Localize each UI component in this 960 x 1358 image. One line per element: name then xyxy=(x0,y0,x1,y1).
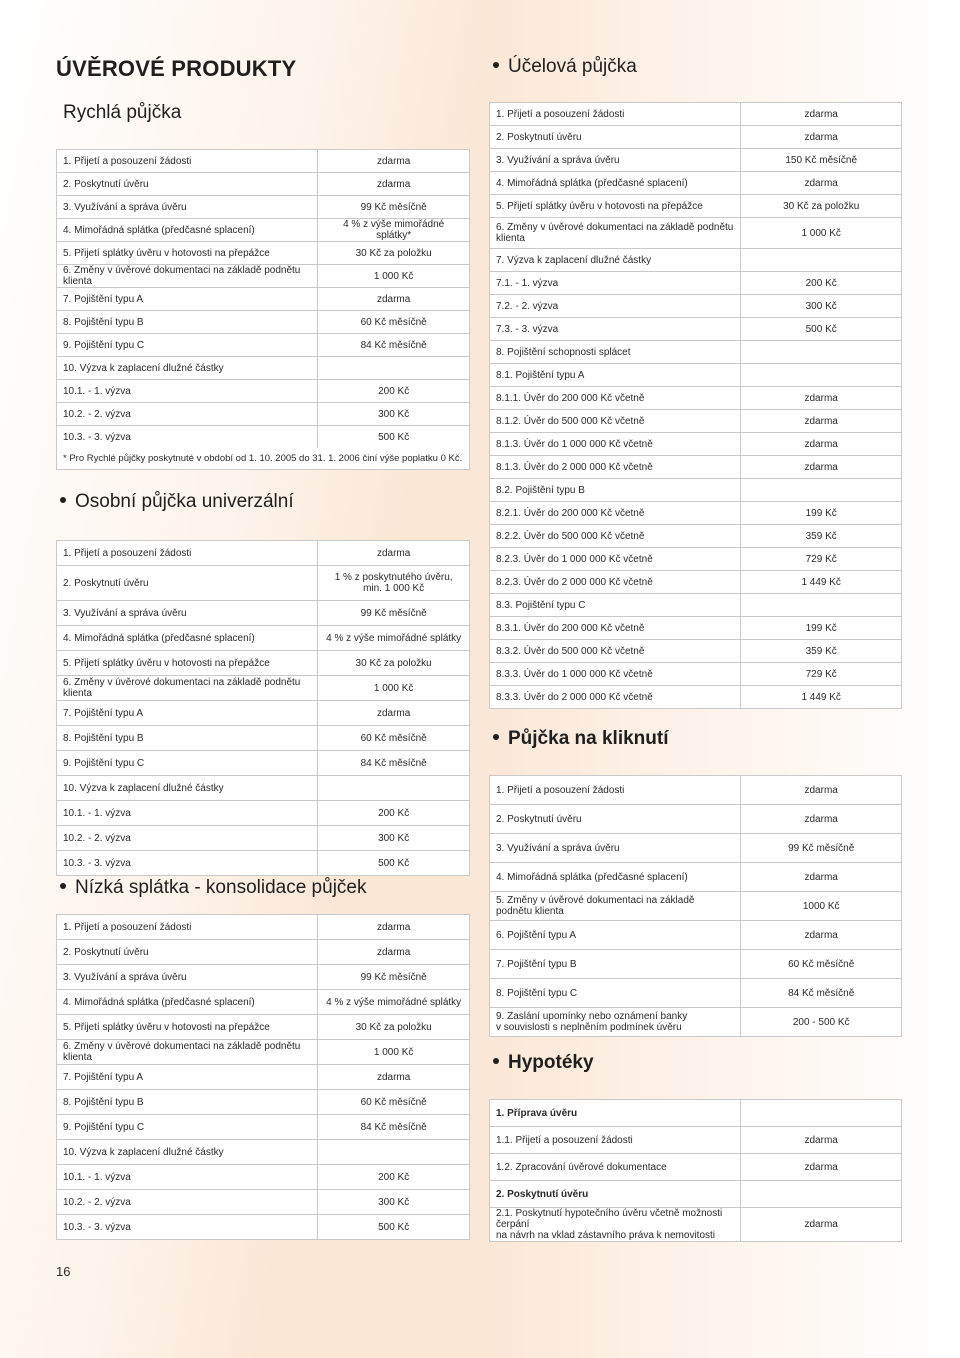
table-row xyxy=(490,776,902,805)
item-fee: zdarma xyxy=(741,805,902,834)
item-fee: zdarma xyxy=(318,288,470,311)
item-label: 6. Změny v úvěrové dokumentaci na základě podnětu klienta xyxy=(57,265,318,288)
table-row xyxy=(57,311,470,334)
item-label: 4. Mimořádná splátka (předčasné splacení) xyxy=(57,219,318,242)
item-fee: 60 Kč měsíčně xyxy=(318,311,470,334)
table-row xyxy=(57,265,470,288)
table-row xyxy=(57,334,470,357)
item-label: 5. Přijetí splátky úvěru v hotovosti na přepážce xyxy=(57,651,318,676)
table-row xyxy=(57,173,470,196)
item-label: 8. Pojištění typu B xyxy=(57,726,318,751)
item-fee: zdarma xyxy=(741,1208,902,1242)
table-row xyxy=(490,548,902,571)
fee-table-osobni xyxy=(56,540,470,876)
table-row xyxy=(57,1115,470,1140)
table-row xyxy=(57,357,470,380)
item-label: 8.2.1. Úvěr do 200 000 Kč včetně xyxy=(490,502,741,525)
item-label: 10.2. - 2. výzva xyxy=(57,403,318,426)
item-fee: zdarma xyxy=(318,541,470,566)
table-row xyxy=(57,751,470,776)
table-row xyxy=(490,640,902,663)
item-fee: 30 Kč za položku xyxy=(318,651,470,676)
footnote-rychla: * Pro Rychlé půjčky poskytnuté v období od 1. 10. 2005 do 31. 1. 2006 činí výše poplatku 0 Kč. xyxy=(56,448,470,470)
item-label: 10.1. - 1. výzva xyxy=(57,801,318,826)
table-row xyxy=(57,1140,470,1165)
item-fee: 30 Kč za položku xyxy=(741,195,902,218)
item-label: 5. Změny v úvěrové dokumentaci na základě podnětu klienta xyxy=(490,892,741,921)
item-fee xyxy=(741,1100,902,1127)
table-row xyxy=(490,617,902,640)
item-label: 8.3.3. Úvěr do 1 000 000 Kč včetně xyxy=(490,663,741,686)
item-label: 8.2.2. Úvěr do 500 000 Kč včetně xyxy=(490,525,741,548)
item-fee xyxy=(741,479,902,502)
item-label: 2. Poskytnutí úvěru xyxy=(490,1181,741,1208)
item-fee: zdarma xyxy=(741,103,902,126)
table-row xyxy=(490,525,902,548)
item-fee: zdarma xyxy=(741,921,902,950)
item-label: 7. Pojištění typu A xyxy=(57,288,318,311)
item-fee: zdarma xyxy=(741,1127,902,1154)
item-fee: 199 Kč xyxy=(741,502,902,525)
table-row xyxy=(490,103,902,126)
item-label: 7.3. - 3. výzva xyxy=(490,318,741,341)
table-row xyxy=(490,341,902,364)
item-label: 1.1. Přijetí a posouzení žádosti xyxy=(490,1127,741,1154)
section-title-kliknuti xyxy=(493,728,669,750)
item-fee: zdarma xyxy=(318,940,470,965)
item-fee xyxy=(741,594,902,617)
fee-table-hypoteky xyxy=(489,1099,902,1242)
item-label: 5. Přijetí splátky úvěru v hotovosti na přepážce xyxy=(57,1015,318,1040)
table-row xyxy=(490,1100,902,1127)
item-label: 10.2. - 2. výzva xyxy=(57,1190,318,1215)
table-row xyxy=(57,1065,470,1090)
item-label: 4. Mimořádná splátka (předčasné splacení) xyxy=(57,990,318,1015)
item-label: 8.1. Pojištění typu A xyxy=(490,364,741,387)
item-label: 2. Poskytnutí úvěru xyxy=(490,805,741,834)
table-row xyxy=(57,1040,470,1065)
table-row xyxy=(490,663,902,686)
item-label: 7. Pojištění typu A xyxy=(57,1065,318,1090)
item-label: 9. Pojištění typu C xyxy=(57,334,318,357)
table-row xyxy=(490,921,902,950)
item-label: 1. Příprava úvěru xyxy=(490,1100,741,1127)
table-row xyxy=(490,1008,902,1037)
item-fee: 729 Kč xyxy=(741,548,902,571)
item-label: 8.3.3. Úvěr do 2 000 000 Kč včetně xyxy=(490,686,741,709)
item-fee: zdarma xyxy=(741,410,902,433)
table-row xyxy=(490,686,902,709)
table-row xyxy=(490,892,902,921)
item-fee: 200 Kč xyxy=(741,272,902,295)
table-row xyxy=(57,676,470,701)
table-row xyxy=(490,1181,902,1208)
item-label: 1.2. Zpracování úvěrové dokumentace xyxy=(490,1154,741,1181)
section-title-nizka xyxy=(60,877,366,899)
bullet-icon xyxy=(60,497,66,503)
table-row xyxy=(57,965,470,990)
item-label: 10.3. - 3. výzva xyxy=(57,851,318,876)
item-fee: 4 % z výše mimořádné splátky xyxy=(318,990,470,1015)
item-label: 8. Pojištění typu B xyxy=(57,1090,318,1115)
item-label: 3. Využívání a správa úvěru xyxy=(490,149,741,172)
table-row xyxy=(490,410,902,433)
item-fee: 99 Kč měsíčně xyxy=(318,196,470,219)
table-row xyxy=(490,249,902,272)
item-label: 10.2. - 2. výzva xyxy=(57,826,318,851)
table-row xyxy=(57,651,470,676)
item-label: 9. Pojištění typu C xyxy=(57,751,318,776)
item-label: 4. Mimořádná splátka (předčasné splacení) xyxy=(490,172,741,195)
item-label: 7.2. - 2. výzva xyxy=(490,295,741,318)
item-label: 3. Využívání a správa úvěru xyxy=(57,965,318,990)
item-label: 1. Přijetí a posouzení žádosti xyxy=(57,541,318,566)
item-fee: 1 449 Kč xyxy=(741,571,902,594)
item-label: 2. Poskytnutí úvěru xyxy=(57,940,318,965)
item-fee: 99 Kč měsíčně xyxy=(741,834,902,863)
table-row xyxy=(490,272,902,295)
page-number: 16 xyxy=(56,1264,71,1279)
table-row xyxy=(490,1154,902,1181)
item-label: 2. Poskytnutí úvěru xyxy=(57,173,318,196)
item-fee: 1 % z poskytnutého úvěru, min. 1 000 Kč xyxy=(318,566,470,601)
item-label: 8.1.3. Úvěr do 1 000 000 Kč včetně xyxy=(490,433,741,456)
item-fee: 300 Kč xyxy=(741,295,902,318)
item-fee: 99 Kč měsíčně xyxy=(318,965,470,990)
table-row xyxy=(490,1127,902,1154)
item-label: 8.1.1. Úvěr do 200 000 Kč včetně xyxy=(490,387,741,410)
fee-table-rychla xyxy=(56,149,470,449)
item-fee: 1 000 Kč xyxy=(318,265,470,288)
table-row xyxy=(57,915,470,940)
table-row xyxy=(57,626,470,651)
item-label: 7. Pojištění typu B xyxy=(490,950,741,979)
item-label: 8. Pojištění typu C xyxy=(490,979,741,1008)
table-row xyxy=(57,776,470,801)
item-fee xyxy=(741,1181,902,1208)
item-fee: zdarma xyxy=(318,1065,470,1090)
item-label: 4. Mimořádná splátka (předčasné splacení) xyxy=(490,863,741,892)
table-row xyxy=(490,950,902,979)
item-label: 8.1.2. Úvěr do 500 000 Kč včetně xyxy=(490,410,741,433)
item-fee: 84 Kč měsíčně xyxy=(318,751,470,776)
bullet-icon xyxy=(493,1058,499,1064)
section-title-ucelova xyxy=(493,56,637,78)
item-fee: 30 Kč za položku xyxy=(318,242,470,265)
item-label: 8. Pojištění typu B xyxy=(57,311,318,334)
item-fee: zdarma xyxy=(318,915,470,940)
item-fee: 359 Kč xyxy=(741,640,902,663)
item-fee: 99 Kč měsíčně xyxy=(318,601,470,626)
item-label: 6. Změny v úvěrové dokumentaci na základě podnětu klienta xyxy=(57,676,318,701)
table-row xyxy=(57,403,470,426)
item-fee xyxy=(318,1140,470,1165)
item-fee: zdarma xyxy=(318,173,470,196)
item-fee: zdarma xyxy=(741,126,902,149)
item-label: 7. Pojištění typu A xyxy=(57,701,318,726)
item-label: 2. Poskytnutí úvěru xyxy=(490,126,741,149)
table-row xyxy=(490,364,902,387)
item-fee: 500 Kč xyxy=(318,426,470,449)
section-title-text: Hypotéky xyxy=(508,1052,594,1073)
table-row xyxy=(57,288,470,311)
fee-table-nizka xyxy=(56,914,470,1240)
item-label: 7. Výzva k zaplacení dlužné částky xyxy=(490,249,741,272)
table-row xyxy=(490,834,902,863)
item-fee: 200 - 500 Kč xyxy=(741,1008,902,1037)
bullet-icon xyxy=(60,883,66,889)
item-fee xyxy=(318,776,470,801)
item-fee: 500 Kč xyxy=(318,1215,470,1240)
item-fee: zdarma xyxy=(741,387,902,410)
item-fee xyxy=(741,341,902,364)
table-row xyxy=(490,594,902,617)
item-label: 8.3.1. Úvěr do 200 000 Kč včetně xyxy=(490,617,741,640)
table-row xyxy=(490,863,902,892)
table-row xyxy=(57,801,470,826)
item-label: 10. Výzva k zaplacení dlužné částky xyxy=(57,776,318,801)
table-row xyxy=(490,1208,902,1242)
table-row xyxy=(57,1215,470,1240)
table-row xyxy=(57,940,470,965)
item-fee: zdarma xyxy=(741,863,902,892)
page-title: ÚVĚROVÉ PRODUKTY xyxy=(56,56,297,81)
item-fee xyxy=(318,357,470,380)
item-label: 10. Výzva k zaplacení dlužné částky xyxy=(57,357,318,380)
item-label: 8.3.2. Úvěr do 500 000 Kč včetně xyxy=(490,640,741,663)
item-label: 8. Pojištění schopnosti splácet xyxy=(490,341,741,364)
table-row xyxy=(57,242,470,265)
table-row xyxy=(57,1165,470,1190)
table-row xyxy=(490,979,902,1008)
table-row xyxy=(490,195,902,218)
table-row xyxy=(57,601,470,626)
item-fee: zdarma xyxy=(741,456,902,479)
table-row xyxy=(57,1090,470,1115)
table-row xyxy=(57,1190,470,1215)
item-label: 7.1. - 1. výzva xyxy=(490,272,741,295)
table-row xyxy=(57,541,470,566)
item-fee: 4 % z výše mimořádné splátky* xyxy=(318,219,470,242)
table-row xyxy=(490,126,902,149)
item-label: 10.3. - 3. výzva xyxy=(57,426,318,449)
item-label: 1. Přijetí a posouzení žádosti xyxy=(490,776,741,805)
item-fee: 200 Kč xyxy=(318,380,470,403)
item-fee: 1 449 Kč xyxy=(741,686,902,709)
item-fee: 84 Kč měsíčně xyxy=(741,979,902,1008)
table-row xyxy=(57,150,470,173)
table-row xyxy=(490,218,902,249)
bullet-icon xyxy=(493,62,499,68)
fee-table-ucelova xyxy=(489,102,902,709)
table-row xyxy=(490,295,902,318)
item-label: 9. Pojištění typu C xyxy=(57,1115,318,1140)
item-label: 8.1.3. Úvěr do 2 000 000 Kč včetně xyxy=(490,456,741,479)
item-label: 8.2.3. Úvěr do 2 000 000 Kč včetně xyxy=(490,571,741,594)
section-title-text: Účelová půjčka xyxy=(508,56,637,77)
item-fee xyxy=(741,364,902,387)
item-fee: zdarma xyxy=(318,701,470,726)
item-fee: 300 Kč xyxy=(318,403,470,426)
table-row xyxy=(57,1015,470,1040)
item-fee: 4 % z výše mimořádné splátky xyxy=(318,626,470,651)
item-label: 6. Změny v úvěrové dokumentaci na základě podnětu klienta xyxy=(490,218,741,249)
table-row xyxy=(57,701,470,726)
item-fee: 1000 Kč xyxy=(741,892,902,921)
item-label: 10.3. - 3. výzva xyxy=(57,1215,318,1240)
item-fee: zdarma xyxy=(741,776,902,805)
table-row xyxy=(57,380,470,403)
item-fee: 300 Kč xyxy=(318,826,470,851)
item-label: 6. Změny v úvěrové dokumentaci na základě podnětu klienta xyxy=(57,1040,318,1065)
item-fee: 84 Kč měsíčně xyxy=(318,1115,470,1140)
table-row xyxy=(57,219,470,242)
section-title-text: Půjčka na kliknutí xyxy=(508,728,669,749)
item-label: 1. Přijetí a posouzení žádosti xyxy=(490,103,741,126)
item-label: 8.2. Pojištění typu B xyxy=(490,479,741,502)
item-label: 9. Zaslání upomínky nebo oznámení banky v souvislosti s neplněním podmínek úvěru xyxy=(490,1008,741,1037)
section-title-text: Nízká splátka - konsolidace půjček xyxy=(75,877,367,898)
item-fee: 60 Kč měsíčně xyxy=(318,726,470,751)
table-row xyxy=(57,726,470,751)
item-label: 4. Mimořádná splátka (předčasné splacení) xyxy=(57,626,318,651)
item-fee: 30 Kč za položku xyxy=(318,1015,470,1040)
item-label: 1. Přijetí a posouzení žádosti xyxy=(57,915,318,940)
item-fee: 359 Kč xyxy=(741,525,902,548)
item-fee: 1 000 Kč xyxy=(318,1040,470,1065)
section-title-text: Osobní půjčka univerzální xyxy=(75,491,294,512)
table-row xyxy=(57,990,470,1015)
item-label: 3. Využívání a správa úvěru xyxy=(490,834,741,863)
item-fee: 200 Kč xyxy=(318,801,470,826)
fee-table-kliknuti xyxy=(489,775,902,1037)
item-fee: 200 Kč xyxy=(318,1165,470,1190)
bullet-icon xyxy=(493,734,499,740)
table-row xyxy=(490,456,902,479)
item-fee: 60 Kč měsíčně xyxy=(318,1090,470,1115)
table-row xyxy=(490,172,902,195)
section-title-hypoteky xyxy=(493,1052,594,1074)
table-row xyxy=(490,502,902,525)
item-fee: 729 Kč xyxy=(741,663,902,686)
item-fee: 150 Kč měsíčně xyxy=(741,149,902,172)
table-row xyxy=(490,479,902,502)
item-label: 1. Přijetí a posouzení žádosti xyxy=(57,150,318,173)
item-label: 5. Přijetí splátky úvěru v hotovosti na přepážce xyxy=(490,195,741,218)
table-row xyxy=(490,571,902,594)
item-fee: 84 Kč měsíčně xyxy=(318,334,470,357)
item-label: 3. Využívání a správa úvěru xyxy=(57,601,318,626)
item-label: 5. Přijetí splátky úvěru v hotovosti na přepážce xyxy=(57,242,318,265)
item-label: 10. Výzva k zaplacení dlužné částky xyxy=(57,1140,318,1165)
item-label: 2. Poskytnutí úvěru xyxy=(57,566,318,601)
table-row xyxy=(490,433,902,456)
item-label: 10.1. - 1. výzva xyxy=(57,380,318,403)
item-fee: 1 000 Kč xyxy=(318,676,470,701)
item-fee: 300 Kč xyxy=(318,1190,470,1215)
item-label: 2.1. Poskytnutí hypotečního úvěru včetně možnosti čerpání na návrh na vklad zástavního práva k nemovitosti xyxy=(490,1208,741,1242)
table-row xyxy=(57,851,470,876)
table-row xyxy=(490,149,902,172)
table-row xyxy=(57,566,470,601)
item-fee: 60 Kč měsíčně xyxy=(741,950,902,979)
item-fee: 1 000 Kč xyxy=(741,218,902,249)
section-title-rychla: Rychlá půjčka xyxy=(63,102,182,123)
item-fee: 500 Kč xyxy=(318,851,470,876)
item-fee xyxy=(741,249,902,272)
table-row xyxy=(57,426,470,449)
table-row xyxy=(490,387,902,410)
item-label: 3. Využívání a správa úvěru xyxy=(57,196,318,219)
section-title-osobni xyxy=(60,491,294,513)
item-fee: 199 Kč xyxy=(741,617,902,640)
item-fee: zdarma xyxy=(741,1154,902,1181)
item-label: 6. Pojištění typu A xyxy=(490,921,741,950)
item-label: 10.1. - 1. výzva xyxy=(57,1165,318,1190)
item-fee: zdarma xyxy=(741,172,902,195)
table-row xyxy=(490,805,902,834)
table-row xyxy=(490,318,902,341)
item-fee: zdarma xyxy=(318,150,470,173)
table-row xyxy=(57,826,470,851)
item-label: 8.2.3. Úvěr do 1 000 000 Kč včetně xyxy=(490,548,741,571)
item-fee: zdarma xyxy=(741,433,902,456)
table-row xyxy=(57,196,470,219)
item-fee: 500 Kč xyxy=(741,318,902,341)
item-label: 8.3. Pojištění typu C xyxy=(490,594,741,617)
